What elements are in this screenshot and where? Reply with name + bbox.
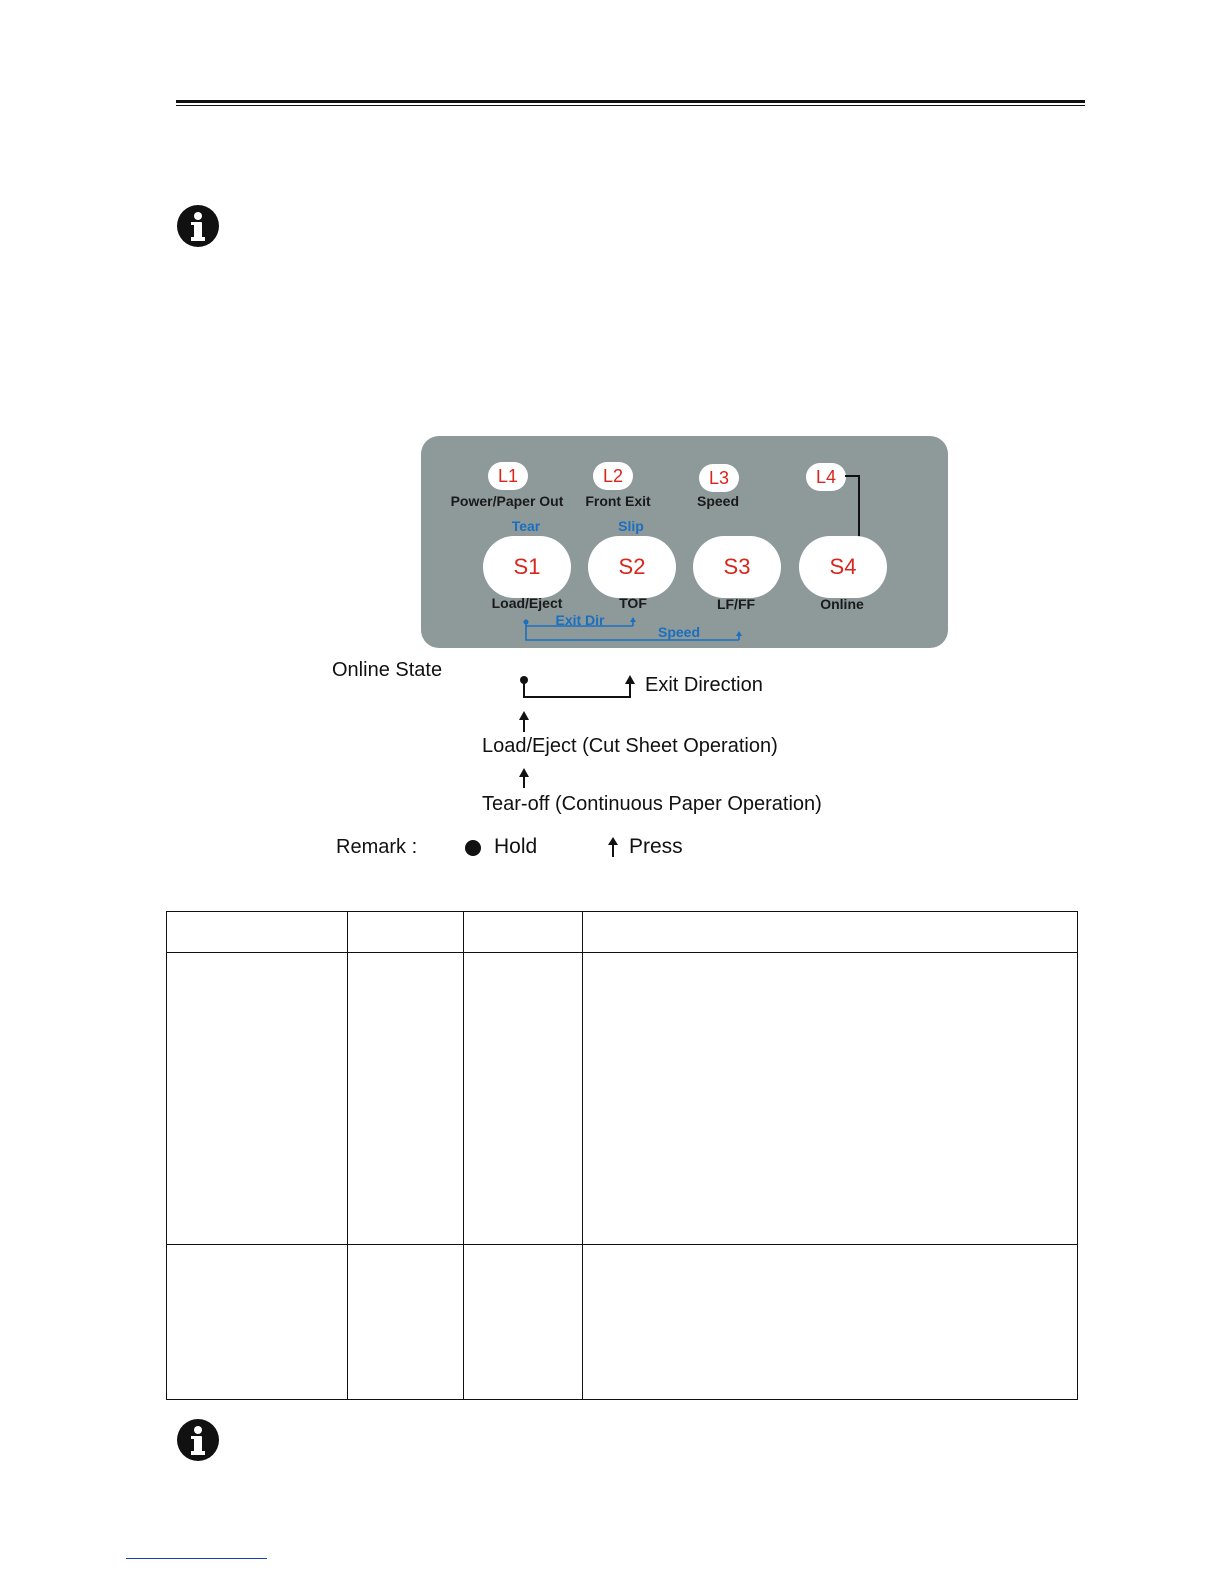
key-s2[interactable]: S2 [588, 536, 676, 598]
table-cell [582, 912, 1077, 953]
led-l4: L4 [806, 463, 846, 491]
key-s1[interactable]: S1 [483, 536, 571, 598]
key-s2-alt-label: Slip [618, 518, 644, 534]
key-s1-alt-label: Tear [511, 518, 541, 534]
settings-table [166, 911, 1078, 1400]
table-row [167, 1245, 1078, 1400]
hold-dot-icon [463, 838, 483, 858]
header-rule-thin [176, 105, 1085, 106]
key-s2-label: TOF [619, 595, 647, 611]
table-cell [347, 1245, 463, 1400]
table-cell [347, 953, 463, 1245]
press-label: Press [629, 835, 683, 858]
led-l1: L1 [488, 462, 528, 490]
table-cell [582, 1245, 1077, 1400]
combo-exit-dir-label: Exit Dir [555, 612, 605, 628]
led-l1-label: Power/Paper Out [450, 493, 564, 509]
table-row [167, 953, 1078, 1245]
led-l3: L3 [699, 464, 739, 492]
key-s4-label: Online [820, 596, 864, 612]
hold-label: Hold [494, 835, 538, 858]
table-cell [463, 953, 582, 1245]
key-s3[interactable]: S3 [693, 536, 781, 598]
online-state-label: Online State [332, 659, 443, 681]
key-s3-label: LF/FF [716, 596, 756, 612]
info-icon [176, 204, 220, 248]
remark-label: Remark : [336, 836, 418, 858]
key-s4[interactable]: S4 [799, 536, 887, 598]
sequence-arrows [510, 670, 640, 790]
table-cell [167, 912, 348, 953]
l4-connector-line [841, 472, 863, 542]
info-icon [176, 1418, 220, 1462]
tear-off-label: Tear-off (Continuous Paper Operation) [482, 793, 822, 815]
led-l2: L2 [593, 462, 633, 490]
table-cell [167, 1245, 348, 1400]
key-s1-label: Load/Eject [491, 595, 563, 611]
footnote-rule [126, 1558, 267, 1559]
table-cell [463, 1245, 582, 1400]
led-l2-label: Front Exit [585, 493, 651, 509]
combo-speed-label: Speed [657, 624, 701, 640]
load-eject-label: Load/Eject (Cut Sheet Operation) [482, 735, 778, 757]
table-header-row [167, 912, 1078, 953]
table-cell [582, 953, 1077, 1245]
led-l3-label: Speed [696, 493, 740, 509]
press-arrow-icon [604, 836, 622, 858]
exit-direction-label: Exit Direction [645, 674, 763, 696]
combo-lines [517, 612, 747, 644]
header-rule [176, 100, 1085, 103]
table-cell [347, 912, 463, 953]
control-panel [421, 436, 948, 648]
table-cell [167, 953, 348, 1245]
table-cell [463, 912, 582, 953]
